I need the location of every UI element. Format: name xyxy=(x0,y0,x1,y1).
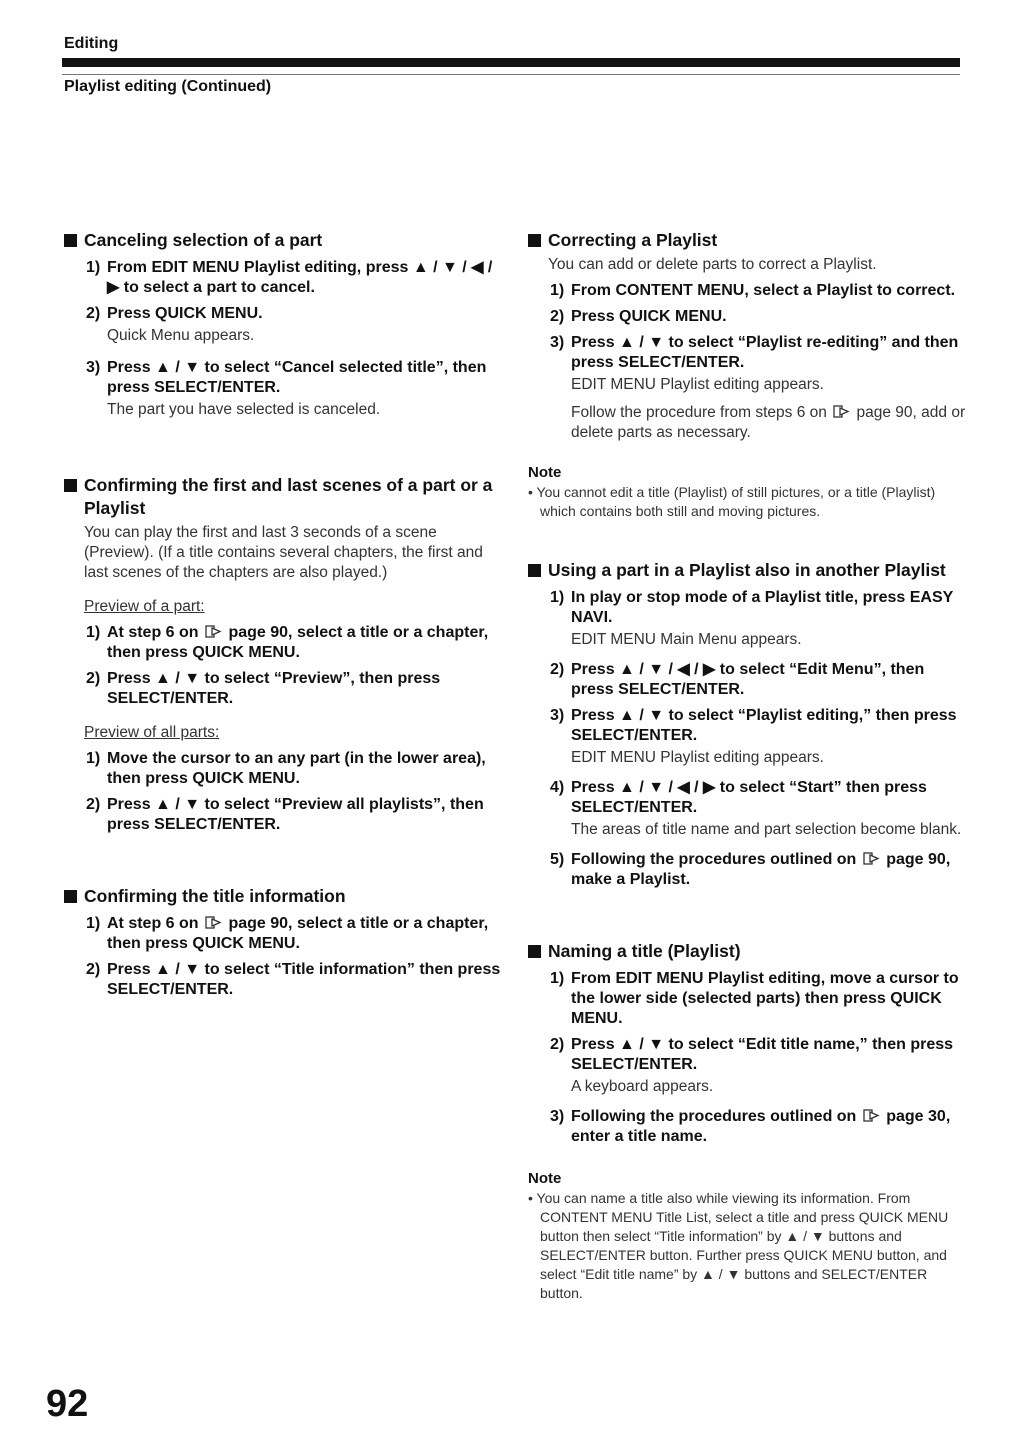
page-number: 92 xyxy=(46,1383,89,1425)
step: 3) Press ▲ / ▼ to select “Playlist re-editing” and then press SELECT/ENTER. xyxy=(550,334,959,371)
right-column xyxy=(528,229,968,1303)
header-subtitle: Playlist editing (Continued) xyxy=(64,78,272,95)
step: 3) Following the procedures outlined on page 30, enter a title name. xyxy=(550,1108,951,1145)
note-text: • You can name a title also while viewing its information. From CONTENT MENU Title List, select a title and press QUICK MENU button then select “Title information” by ▲ / ▼ buttons and SELECT/ENTER button. Further press QUICK MENU button, and select “Edit title name” by ▲ / ▼ buttons and SELECT/ENTER button. xyxy=(528,1190,949,1301)
step: 2) Press ▲ / ▼ to select “Preview all playlists”, then press SELECT/ENTER. xyxy=(86,796,484,833)
step-description: Quick Menu appears. xyxy=(107,327,255,344)
step: 2) Press ▲ / ▼ to select “Title information” then press SELECT/ENTER. xyxy=(86,961,501,998)
step-description: EDIT MENU Playlist editing appears. xyxy=(571,749,824,766)
step: 2) Press QUICK MENU. xyxy=(86,305,263,322)
page-reference-icon xyxy=(863,1108,880,1123)
page-reference-icon xyxy=(205,915,222,930)
step: 1) From EDIT MENU Playlist editing, press ▲ / ▼ / ◀ / ▶ to select a part to cancel. xyxy=(86,259,493,296)
sub-heading: Preview of all parts: xyxy=(84,724,220,741)
page-reference-icon xyxy=(863,851,880,866)
step: 1) At step 6 on page 90, select a title or a chapter, then press QUICK MENU. xyxy=(86,624,489,661)
section-correcting-playlist xyxy=(528,229,968,443)
section-title: Canceling selection of a part xyxy=(84,230,323,250)
header-title: Editing xyxy=(64,35,119,52)
page-reference-icon xyxy=(205,624,222,639)
section-bullet-icon xyxy=(64,479,77,492)
step: 5) Following the procedures outlined on page 90, make a Playlist. xyxy=(550,851,951,888)
step: 1) Move the cursor to an any part (in the lower area), then press QUICK MENU. xyxy=(86,750,486,787)
step: 1) From CONTENT MENU, select a Playlist to correct. xyxy=(550,282,956,299)
note-title: Note xyxy=(528,464,562,481)
step-description: The part you have selected is canceled. xyxy=(107,401,381,418)
section-title: Confirming the first and last scenes of a part or a Playlist xyxy=(84,475,493,518)
step-description: The areas of title name and part selection become blank. xyxy=(571,821,962,838)
header-rule xyxy=(62,74,960,75)
section-confirming-scenes xyxy=(64,474,504,835)
step: 2) Press ▲ / ▼ to select “Edit title name,” then press SELECT/ENTER. xyxy=(550,1036,954,1073)
step: 2) Press QUICK MENU. xyxy=(550,308,727,325)
step: 1) From EDIT MENU Playlist editing, move a cursor to the lower side (selected parts) then press QUICK MENU. xyxy=(550,970,959,1027)
section-title: Correcting a Playlist xyxy=(548,230,718,250)
note-text: • You cannot edit a title (Playlist) of still pictures, or a title (Playlist) which contains both still and moving pictures. xyxy=(528,484,936,519)
step: 2) Press ▲ / ▼ to select “Preview”, then press SELECT/ENTER. xyxy=(86,670,441,707)
section-title-information xyxy=(64,885,504,1000)
step-description: A keyboard appears. xyxy=(571,1078,714,1095)
note-title: Note xyxy=(528,1170,562,1187)
section-title: Using a part in a Playlist also in another Playlist xyxy=(548,560,946,580)
section-bullet-icon xyxy=(64,234,77,247)
step: 3) Press ▲ / ▼ to select “Cancel selected title”, then press SELECT/ENTER. xyxy=(86,359,487,396)
step-description: Follow the procedure from steps 6 on page 90, add or delete parts as necessary. xyxy=(571,404,966,441)
section-bullet-icon xyxy=(528,945,541,958)
section-intro: You can add or delete parts to correct a Playlist. xyxy=(548,256,877,273)
sub-heading: Preview of a part: xyxy=(84,598,205,615)
section-bullet-icon xyxy=(528,564,541,577)
step: 4) Press ▲ / ▼ / ◀ / ▶ to select “Start” then press SELECT/ENTER. xyxy=(550,779,927,816)
step-description: EDIT MENU Playlist editing appears. xyxy=(571,376,824,393)
step-description: EDIT MENU Main Menu appears. xyxy=(571,631,802,648)
section-canceling-selection xyxy=(64,229,504,420)
section-using-part xyxy=(528,559,968,890)
page-reference-icon xyxy=(833,404,850,419)
note-box xyxy=(528,463,968,521)
step: 1) In play or stop mode of a Playlist title, press EASY NAVI. xyxy=(550,589,954,626)
section-intro: You can play the first and last 3 seconds of a scene (Preview). (If a title contains several chapters, the first and last scenes of the chapters are also played.) xyxy=(84,524,483,581)
section-naming-title xyxy=(528,940,968,1147)
left-column xyxy=(64,229,504,1002)
section-bullet-icon xyxy=(528,234,541,247)
section-title: Naming a title (Playlist) xyxy=(548,941,741,961)
note-box xyxy=(528,1169,968,1303)
section-title: Confirming the title information xyxy=(84,886,346,906)
section-bullet-icon xyxy=(64,890,77,903)
step: 2) Press ▲ / ▼ / ◀ / ▶ to select “Edit Menu”, then press SELECT/ENTER. xyxy=(550,661,925,698)
step: 1) At step 6 on page 90, select a title or a chapter, then press QUICK MENU. xyxy=(86,915,489,952)
step: 3) Press ▲ / ▼ to select “Playlist editing,” then press SELECT/ENTER. xyxy=(550,707,957,744)
header-bar xyxy=(62,58,960,67)
